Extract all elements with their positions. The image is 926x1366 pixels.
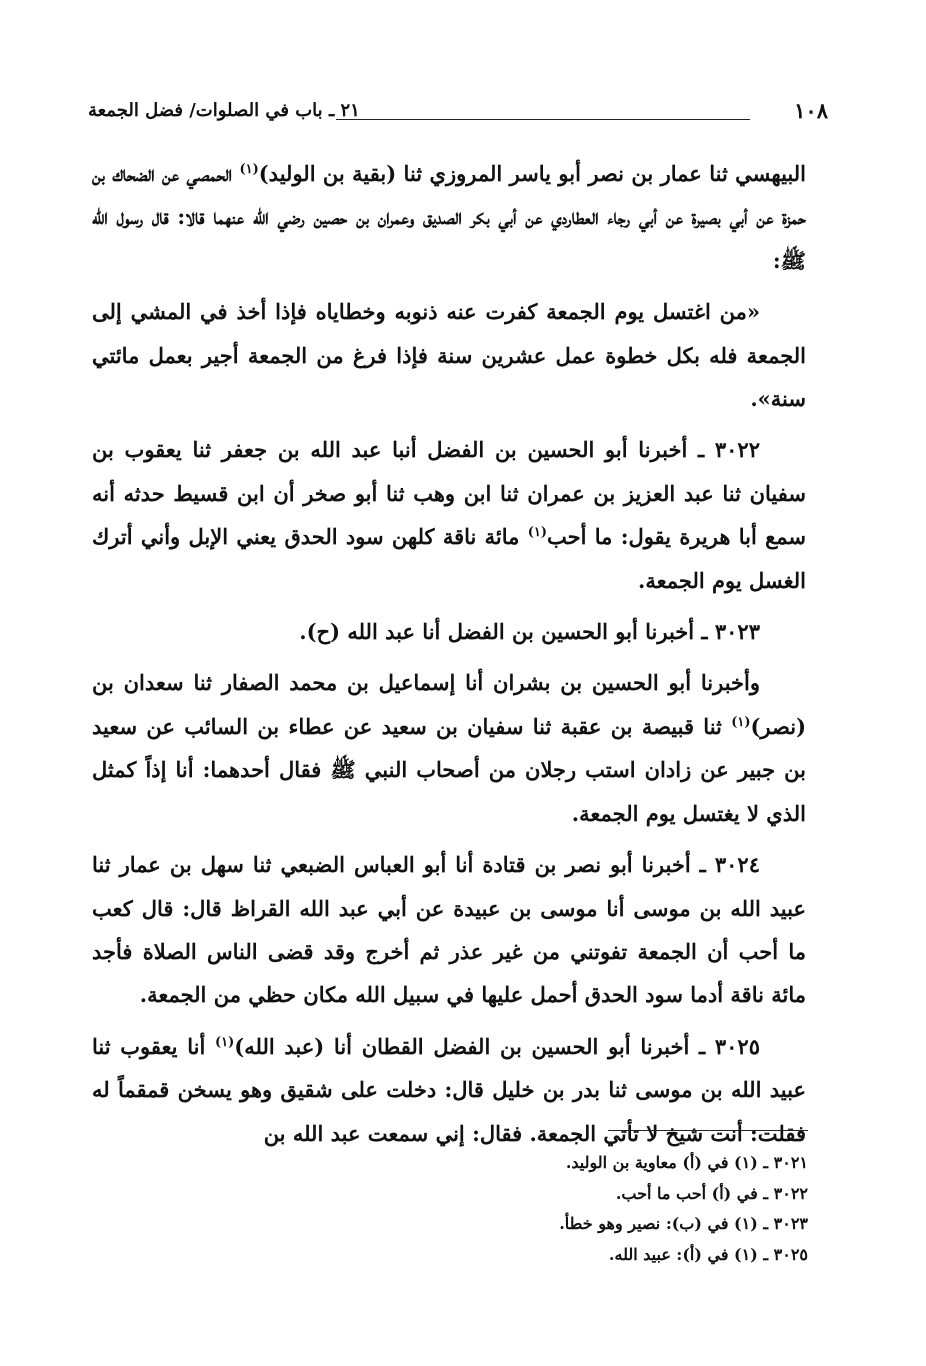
paragraph-3023-chain (92, 661, 806, 835)
footnote-3022: ٣٠٢٢ ـ في (أ) أحب ما أحب. (615, 1183, 808, 1203)
page-number: ١٠٨ (794, 98, 828, 123)
footnote-marker: (١) (731, 714, 751, 730)
paragraph-1 (92, 152, 806, 282)
header-rule (336, 119, 750, 120)
footnote-marker: (١) (239, 162, 259, 177)
footnote-marker: (١) (527, 525, 548, 541)
paragraph-3024: ٣٠٢٤ ـ أخبرنا أبو نصر بن قتادة أنا أبو العباس الضبعي ثنا سهل بن عمار ثنا عبيد الله بن موسى أنا موسى بن عبيدة عن أبي عبد الله القراظ قال: قال كعب ما أحب أن الجمعة تفوتني من غير عذر ثم أخرج وقد قضى الناس الصلاة فأجد مائة ناقة أدما سود الحدق أحمل عليها في سبيل الله مكان حظي من الجمعة. (92, 852, 806, 1008)
paragraph-3022-text-b: مائة ناقة كلهن سود الحدق يعني الإبل وأني أترك الغسل يوم الجمعة. (92, 524, 806, 593)
footnote-3025: ٣٠٢٥ ـ (١) في (أ): عبيد الله. (608, 1245, 808, 1265)
paragraph-3025-text-b: أنا يعقوب ثنا عبيد الله بن موسى ثنا بدر بن خليل قال: دخلت على شقيق وهو يسخن قمقماً له فقلت: أنت شيخ لا تأتي الجمعة. فقال: إني سمعت عبد الله بن (92, 1033, 806, 1146)
paragraph-3023-chain-text-b: ثنا قبيصة بن عقبة ثنا سفيان بن سعيد عن عطاء بن السائب عن سعيد بن جبير عن زادان استب رجلان من أصحاب النبي ﷺ فقال أحدهما: أنا إذاً كمثل الذي لا يغتسل يوم الجمعة. (92, 713, 806, 826)
main-text (92, 152, 806, 1163)
footnote-separator (608, 1130, 808, 1131)
footnotes (300, 1148, 808, 1271)
paragraph-3022-text-a: ٣٠٢٢ ـ أخبرنا أبو الحسين بن الفضل أنبا عبد الله بن جعفر ثنا يعقوب بن سفيان ثنا عبد العزيز بن عمران ثنا ابن وهب ثنا أبو صخر أن ابن قسيط حدثه أنه سمع أبا هريرة يقول: ما أحب (92, 437, 806, 550)
footnote-3023: ٣٠٢٣ ـ (١) في (ب): نصير وهو خطأ. (559, 1214, 808, 1234)
page-header (88, 98, 828, 132)
footnote-3021: ٣٠٢١ ـ (١) في (أ) معاوية بن الوليد. (565, 1153, 808, 1172)
paragraph-1-text-b: الحمصي عن الضحاك بن حمزة عن أبي بصيرة عن أبي رجاء العطاردي عن أبي بكر الصديق وعمران بن حصين رضي الله عنهما قالا: قال رسول الله ﷺ: (92, 161, 806, 273)
paragraph-1-text-a: البيهسي ثنا عمار بن نصر أبو ياسر المروزي ثنا (بقية بن الوليد) (258, 161, 807, 186)
paragraph-hadith-quote: «من اغتسل يوم الجمعة كفرت عنه ذنوبه وخطاياه فإذا أخذ في المشي إلى الجمعة فله بكل خطوة عمل عشرين سنة فإذا فرغ من الجمعة أجير بعمل مائتي سنة». (92, 299, 806, 412)
paragraph-3023-chain-text-a: وأخبرنا أبو الحسين بن بشران أنا إسماعيل بن محمد الصفار ثنا سعدان بن (نصر) (92, 670, 806, 739)
paragraph-3025-text-a: ٣٠٢٥ ـ أخبرنا أبو الحسين بن الفضل القطان أنا (عبد الله) (234, 1033, 760, 1059)
paragraph-3022 (92, 428, 806, 602)
paragraph-3023: ٣٠٢٣ ـ أخبرنا أبو الحسين بن الفضل أنا عبد الله (ح). (299, 619, 760, 645)
paragraph-3025 (92, 1025, 806, 1155)
running-title: ٢١ ـ باب في الصلوات/ فضل الجمعة (88, 100, 360, 121)
footnote-marker: (١) (215, 1034, 235, 1050)
